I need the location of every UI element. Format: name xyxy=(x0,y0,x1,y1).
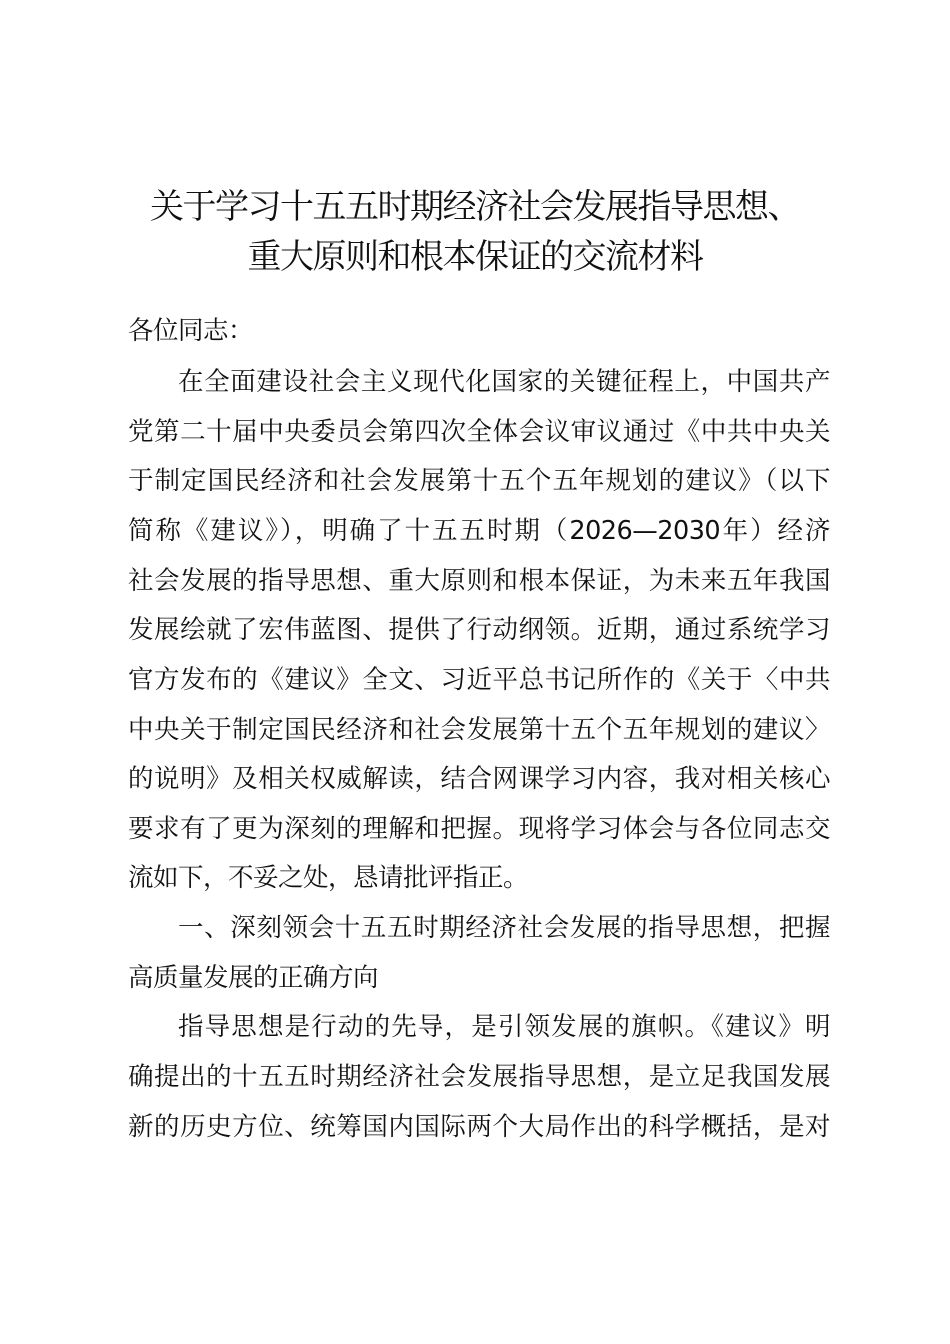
heading-line: 一、深刻领会十五五时期经济社会发展的指导思想，把握 xyxy=(178,913,830,943)
paragraph-line: 要求有了更为深刻的理解和把握。现将学习体会与各位同志交 xyxy=(128,814,830,844)
heading-line: 高质量发展的正确方向 xyxy=(128,963,379,993)
document-title-line-2: 重大原则和根本保证的交流材料 xyxy=(247,237,703,277)
paragraph-line: 确提出的十五五时期经济社会发展指导思想，是立足我国发展 xyxy=(128,1062,830,1092)
paragraph-line: 中央关于制定国民经济和社会发展第十五个五年规划的建议〉 xyxy=(128,715,830,745)
paragraph-line: 于制定国民经济和社会发展第十五个五年规划的建议》（以下 xyxy=(128,466,830,496)
paragraph-line: 指导思想是行动的先导，是引领发展的旗帜。《建议》明 xyxy=(178,1012,830,1042)
paragraph-line: 流如下，不妥之处，恳请批评指正。 xyxy=(128,863,529,893)
paragraph-line: 的说明》及相关权威解读，结合网课学习内容，我对相关核心 xyxy=(128,764,830,794)
salutation: 各位同志： xyxy=(128,316,254,346)
paragraph-line: 在全面建设社会主义现代化国家的关键征程上，中国共产 xyxy=(178,367,830,397)
paragraph-line: 社会发展的指导思想、重大原则和根本保证，为未来五年我国 xyxy=(128,566,830,596)
paragraph-line: 官方发布的《建议》全文、习近平总书记所作的《关于〈中共 xyxy=(128,665,830,695)
paragraph-line: 发展绘就了宏伟蓝图、提供了行动纲领。近期，通过系统学习 xyxy=(128,615,830,645)
paragraph-line: 新的历史方位、统筹国内国际两个大局作出的科学概括，是对 xyxy=(128,1112,830,1142)
paragraph-line: 党第二十届中央委员会第四次全体会议审议通过《中共中央关 xyxy=(128,417,830,447)
document-title-line-1: 关于学习十五五时期经济社会发展指导思想、 xyxy=(150,187,800,227)
paragraph-line: 简称《建议》），明确了十五五时期（2026—2030年）经济 xyxy=(128,516,830,546)
